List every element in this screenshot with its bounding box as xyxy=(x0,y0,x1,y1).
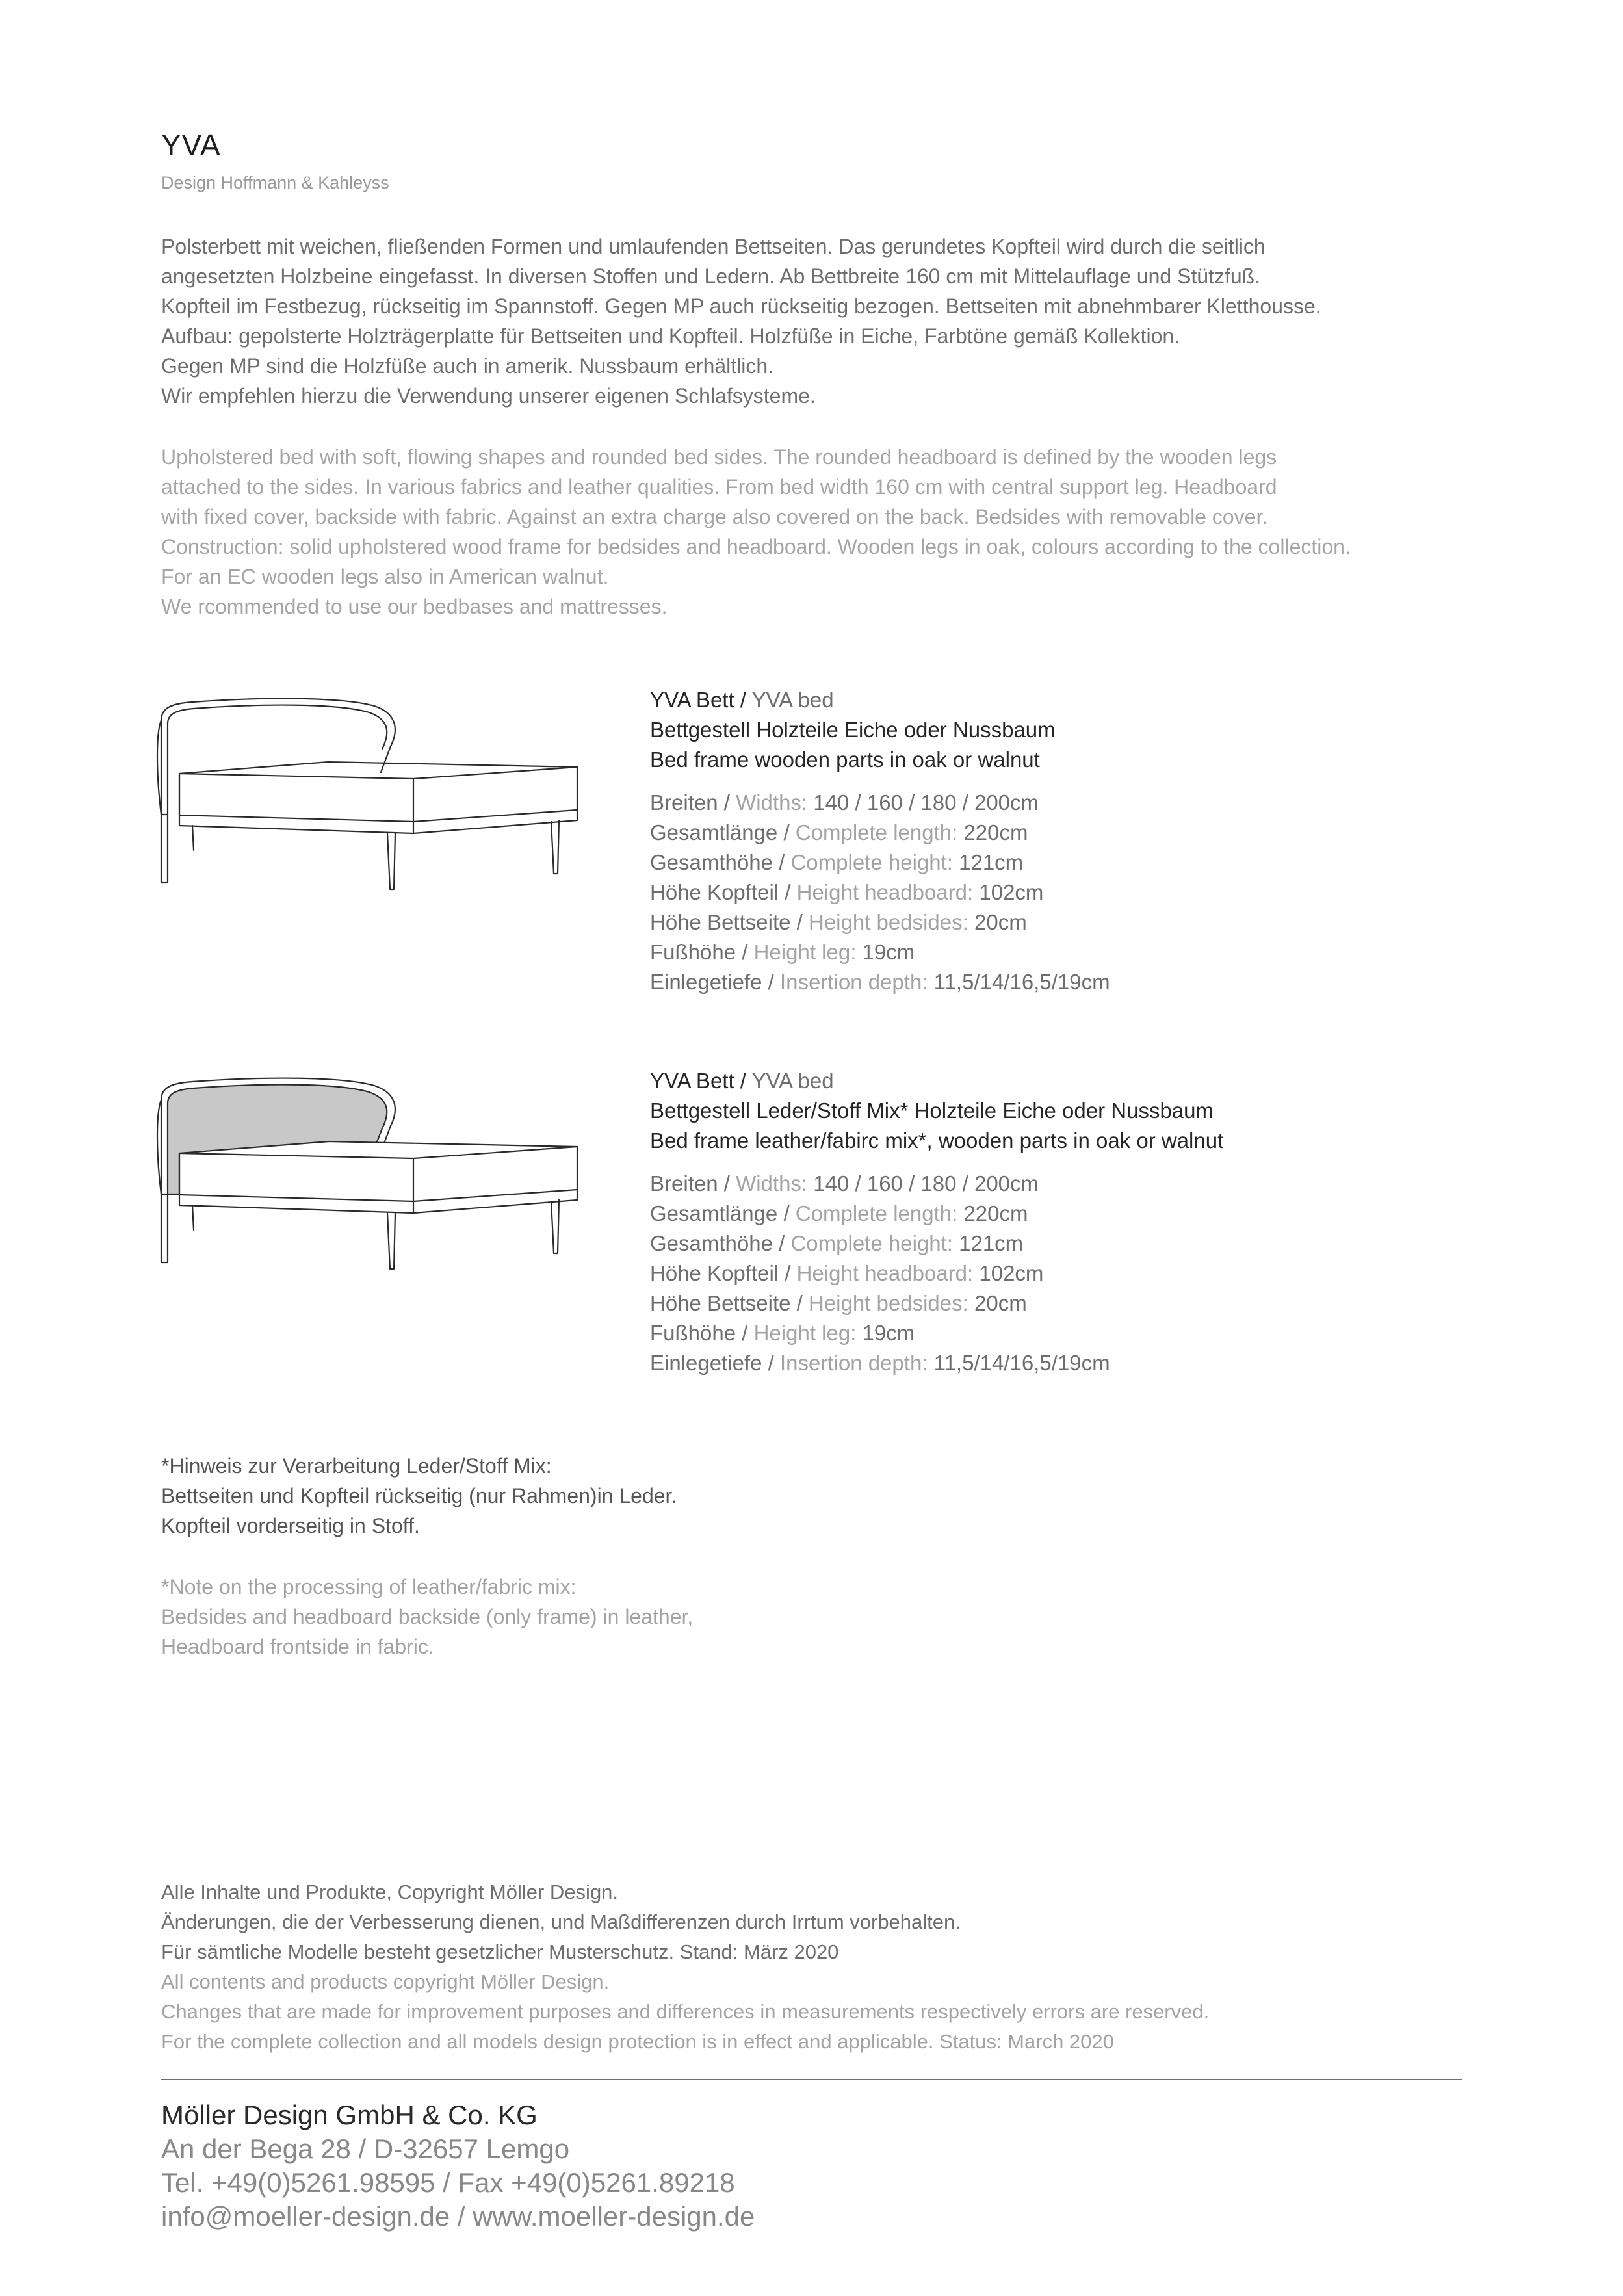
company-web[interactable]: info@moeller-design.de / www.moeller-design.de xyxy=(161,2201,755,2232)
spec-row: Höhe Kopfteil / Height headboard: 102cm xyxy=(650,1261,1044,1285)
spec-row: Fußhöhe / Height leg: 19cm xyxy=(650,1321,915,1345)
bed-illustration-wood xyxy=(153,694,582,909)
product-spec-1: YVA Bett / YVA bed Bettgestell Holzteile Eiche oder Nussbaum Bed frame wooden parts in oak or walnut Breiten / Widths: 140 / 160 / 180 / 200cm Gesamtlänge / Complete length: 220cm Gesamthöhe / Complete height: 121cm Höhe Kopfteil / Height headboard: 102cm Höhe Bettseite / Height bedsides: 20cm Fußhöhe / Height leg: 19cm Einlegetiefe / Insertion depth: 11,5/14/16,5/19cm xyxy=(650,685,1110,997)
description-line: Aufbau: gepolsterte Holzträgerplatte für Bettseiten und Kopfteil. Holzfüße in Eiche, Farbtöne gemäß Kollektion. xyxy=(161,324,1180,348)
description-line: with fixed cover, backside with fabric. Against an extra charge also covered on the back. Bedsides with removable cover. xyxy=(161,505,1268,528)
note-english: *Note on the processing of leather/fabric mix: Bedsides and headboard backside (only frame) in leather, Headboard frontside in fabric. xyxy=(161,1575,694,1658)
description-line: Polsterbett mit weichen, fließenden Formen und umlaufenden Bettseiten. Das gerundetes Kopfteil wird durch die seitlich xyxy=(161,235,1266,258)
legal-notice: Alle Inhalte und Produkte, Copyright Möller Design. Änderungen, die der Verbesserung dienen, und Maßdifferenzen durch Irrtum vorbehalten. Für sämtliche Modelle besteht gesetzlicher Musterschutz. Stand: März 2020 All contents and products copyright Möller Design. Changes that are made for improvement purposes and differences in measurements respectively errors are reserved. For the complete collection and all models design protection is in effect and applicable. Status: March 2020 xyxy=(161,1881,1210,2053)
description-line: For an EC wooden legs also in American walnut. xyxy=(161,565,609,588)
spec-row: Breiten / Widths: 140 / 160 / 180 / 200cm xyxy=(650,1171,1039,1195)
description-line: We rcommended to use our bedbases and mattresses. xyxy=(161,595,668,618)
frame-en: Bed frame wooden parts in oak or walnut xyxy=(650,748,1040,772)
description-english xyxy=(161,442,1559,621)
spec-row: Höhe Bettseite / Height bedsides: 20cm xyxy=(650,910,1027,934)
spec-row: Gesamtlänge / Complete length: 220cm xyxy=(650,1201,1028,1225)
spec-row: Einlegetiefe / Insertion depth: 11,5/14/16,5/19cm xyxy=(650,970,1110,994)
description-line: Gegen MP sind die Holzfüße auch in amerik. Nussbaum erhältlich. xyxy=(161,354,774,378)
description-line: Wir empfehlen hierzu die Verwendung unserer eigenen Schlafsysteme. xyxy=(161,384,816,408)
spec-row: Gesamtlänge / Complete length: 220cm xyxy=(650,820,1028,844)
bed-illustration-leather-mix xyxy=(153,1074,582,1288)
description-line: attached to the sides. In various fabrics and leather qualities. From bed width 160 cm with central support leg. Headboard xyxy=(161,475,1277,499)
spec-row: Breiten / Widths: 140 / 160 / 180 / 200cm xyxy=(650,790,1039,815)
frame-en: Bed frame leather/fabirc mix*, wooden parts in oak or walnut xyxy=(650,1128,1224,1153)
company-name: Möller Design GmbH & Co. KG xyxy=(161,2100,538,2130)
description-line: Construction: solid upholstered wood frame for bedsides and headboard. Wooden legs in oak, colours according to the collection. xyxy=(161,535,1351,558)
description-german xyxy=(161,231,1559,411)
page-title: YVA xyxy=(161,128,221,162)
spec-row: Fußhöhe / Height leg: 19cm xyxy=(650,940,915,964)
frame-de: Bettgestell Leder/Stoff Mix* Holzteile Eiche oder Nussbaum xyxy=(650,1099,1214,1123)
product-name-en: YVA bed xyxy=(751,1069,834,1093)
product-name-de: YVA Bett xyxy=(650,688,734,712)
company-footer xyxy=(161,2098,755,2234)
product-name-en: YVA bed xyxy=(751,688,834,712)
company-address: An der Bega 28 / D-32657 Lemgo xyxy=(161,2133,570,2164)
spec-row: Höhe Kopfteil / Height headboard: 102cm xyxy=(650,880,1044,904)
designer-credit: Design Hoffmann & Kahleyss xyxy=(161,173,389,192)
description-line: angesetzten Holzbeine eingefasst. In diversen Stoffen und Ledern. Ab Bettbreite 160 cm mit Mittelauflage und Stützfuß. xyxy=(161,265,1261,288)
product-name-de: YVA Bett xyxy=(650,1069,734,1093)
spec-row: Einlegetiefe / Insertion depth: 11,5/14/16,5/19cm xyxy=(650,1351,1110,1375)
description-line: Upholstered bed with soft, flowing shapes and rounded bed sides. The rounded headboard is defined by the wooden legs xyxy=(161,445,1277,469)
footer-divider xyxy=(161,2079,1462,2080)
company-phone: Tel. +49(0)5261.98595 / Fax +49(0)5261.89218 xyxy=(161,2167,735,2198)
note-german: *Hinweis zur Verarbeitung Leder/Stoff Mix: Bettseiten und Kopfteil rückseitig (nur Rahmen)in Leder. Kopfteil vorderseitig in Stoff. xyxy=(161,1454,677,1537)
spec-row: Gesamthöhe / Complete height: 121cm xyxy=(650,850,1024,874)
product-spec-2: YVA Bett / YVA bed Bettgestell Leder/Stoff Mix* Holzteile Eiche oder Nussbaum Bed frame leather/fabirc mix*, wooden parts in oak or walnut Breiten / Widths: 140 / 160 / 180 / 200cm Gesamtlänge / Complete length: 220cm Gesamthöhe / Complete height: 121cm Höhe Kopfteil / Height headboard: 102cm Höhe Bettseite / Height bedsides: 20cm Fußhöhe / Height leg: 19cm Einlegetiefe / Insertion depth: 11,5/14/16,5/19cm xyxy=(650,1066,1223,1378)
description-line: Kopfteil im Festbezug, rückseitig im Spannstoff. Gegen MP auch rückseitig bezogen. Bettseiten mit abnehmbarer Kletthousse. xyxy=(161,294,1321,318)
spec-row: Höhe Bettseite / Height bedsides: 20cm xyxy=(650,1291,1027,1315)
frame-de: Bettgestell Holzteile Eiche oder Nussbaum xyxy=(650,718,1056,742)
spec-row: Gesamthöhe / Complete height: 121cm xyxy=(650,1231,1024,1255)
